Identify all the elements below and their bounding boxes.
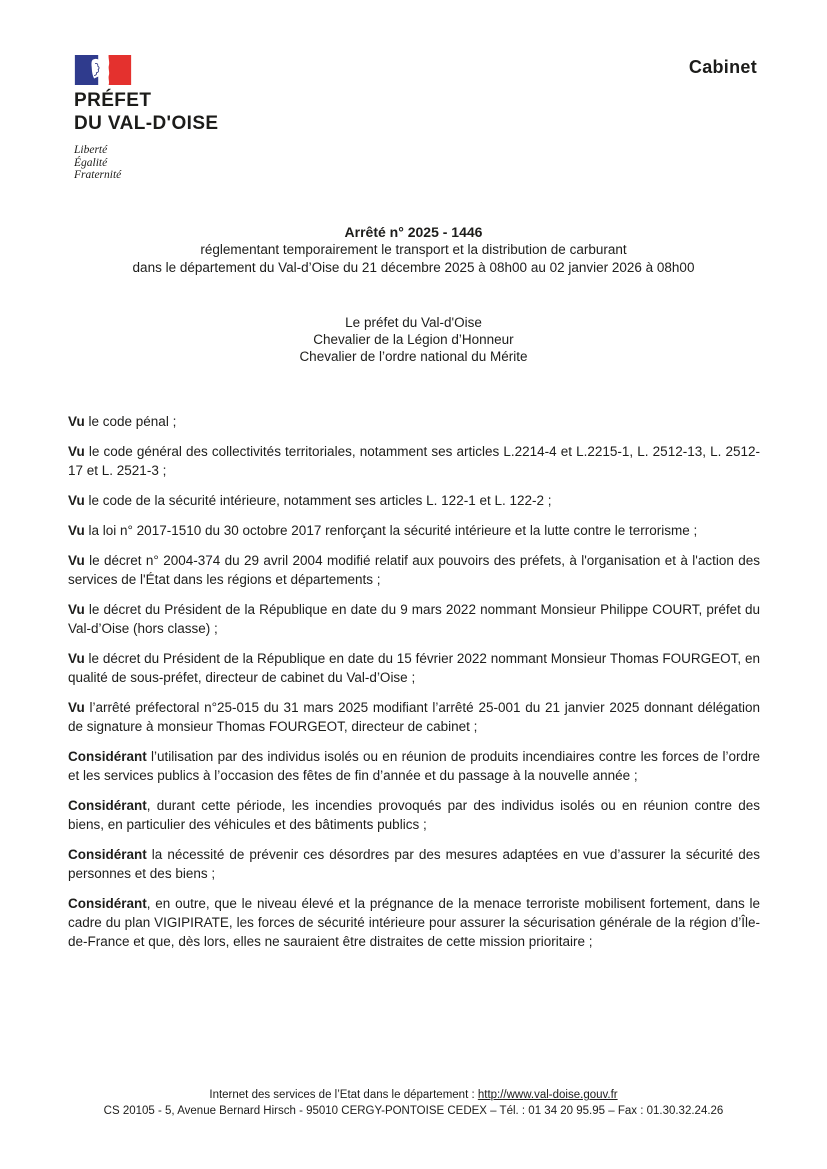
considerant-clause-1: [68, 747, 760, 785]
institution-name: [74, 89, 374, 135]
decree-number: Arrêté n° 2025 - 1446: [344, 224, 483, 240]
authority-title: Le préfet du Val-d'Oise: [345, 315, 482, 330]
republic-motto: [74, 144, 374, 182]
clause-text: l’arrêté préfectoral n°25-015 du 31 mars 2025 modifiant l’arrêté 25-001 du 21 janvier 2025 donnant délégation de signature à monsieur Thomas FOURGEOT, directeur de cabinet ;: [68, 700, 760, 734]
clause-text: le décret n° 2004-374 du 29 avril 2004 modifié relatif aux pouvoirs des préfets, à l'organisation et à l'action des services de l'État dans les régions et départements ;: [68, 553, 760, 587]
decree-subtitle-line-2: dans le département du Val-d’Oise du 21 décembre 2025 à 08h00 au 02 janvier 2026 à 08h00: [132, 260, 695, 275]
vu-clause-3: [68, 491, 760, 510]
considerant-clause-3: [68, 845, 760, 883]
vu-clause-6: [68, 600, 760, 638]
clause-lead: Considérant: [68, 896, 147, 911]
footer-url-link[interactable]: http://www.val-doise.gouv.fr: [477, 1089, 618, 1101]
clause-lead: Vu: [68, 553, 85, 568]
clause-lead: Vu: [68, 651, 85, 666]
clause-lead: Vu: [68, 414, 85, 429]
institution-line-2: DU VAL-D'OISE: [74, 113, 219, 134]
clause-lead: Vu: [68, 700, 85, 715]
footer-internet-prefix: Internet des services de l’Etat dans le département :: [209, 1089, 478, 1101]
issuing-service-label: Cabinet: [688, 57, 757, 77]
motto-liberte: Liberté: [74, 144, 108, 156]
decree-title-block: [60, 223, 767, 277]
clause-text: le décret du Président de la République en date du 15 février 2022 nommant Monsieur Thomas FOURGEOT, en qualité de sous-préfet, directeur de cabinet du Val-d’Oise ;: [68, 651, 760, 685]
decree-body: [68, 412, 760, 962]
vu-clause-1: [68, 412, 760, 431]
clause-lead: Considérant: [68, 847, 147, 862]
signing-authority-block: [60, 314, 767, 365]
clause-text: le décret du Président de la République en date du 9 mars 2022 nommant Monsieur Philippe COURT, préfet du Val-d’Oise (hors classe) ;: [68, 602, 760, 636]
motto-egalite: Égalité: [74, 156, 108, 169]
considerant-clause-4: [68, 894, 760, 951]
vu-clause-5: [68, 551, 760, 589]
clause-text: le code général des collectivités territoriales, notamment ses articles L.2214-4 et L.2215-1, L. 2512-13, L. 2512-17 et L. 2521-3 ;: [68, 444, 760, 478]
clause-text: , en outre, que le niveau élevé et la prégnance de la menace terroriste mobilisent fortement, dans le cadre du plan VIGIPIRATE, les forces de sécurité intérieure pour assurer la sécurisation générale de la région d’Île-de-France et que, dès lors, elles ne sauraient être distraites de cette mission prioritaire ;: [68, 896, 760, 949]
clause-text: le code de la sécurité intérieure, notamment ses articles L. 122-1 et L. 122-2 ;: [84, 493, 552, 508]
footer-address-line: CS 20105 - 5, Avenue Bernard Hirsch - 95010 CERGY-PONTOISE CEDEX – Tél. : 01 34 20 95.95 – Fax : 01.30.32.24.26: [103, 1104, 724, 1117]
clause-lead: Vu: [68, 602, 85, 617]
clause-text: le code pénal ;: [84, 414, 177, 429]
authority-honor-1: Chevalier de la Légion d’Honneur: [313, 332, 514, 347]
french-flag-marianne-icon: [74, 55, 132, 85]
prefecture-logo-block: [74, 55, 374, 182]
vu-clause-2: [68, 442, 760, 480]
considerant-clause-2: [68, 796, 760, 834]
institution-line-1: PRÉFET: [74, 90, 152, 111]
clause-lead: Vu: [68, 523, 85, 538]
document-footer: [30, 1088, 797, 1119]
clause-lead: Vu: [68, 493, 85, 508]
clause-lead: Considérant: [68, 749, 147, 764]
decree-subtitle-line-1: réglementant temporairement le transport et la distribution de carburant: [200, 242, 627, 257]
motto-fraternite: Fraternité: [74, 169, 122, 181]
vu-clause-8: [68, 698, 760, 736]
clause-text: l’utilisation par des individus isolés ou en réunion de produits incendiaires contre les forces de l’ordre et les services publics à l’occasion des fêtes de fin d’année et du passage à la nouvelle année ;: [68, 749, 760, 783]
vu-clause-7: [68, 649, 760, 687]
clause-text: la nécessité de prévenir ces désordres par des mesures adaptées en vue d’assurer la sécurité des personnes et des biens ;: [68, 847, 760, 881]
clause-lead: Vu: [68, 444, 85, 459]
clause-lead: Considérant: [68, 798, 147, 813]
clause-text: , durant cette période, les incendies provoqués par des individus isolés ou en réunion contre des biens, en particulier des véhicules et des bâtiments publics ;: [68, 798, 760, 832]
vu-clause-4: [68, 521, 760, 540]
footer-internet-line: [30, 1088, 797, 1104]
authority-honor-2: Chevalier de l’ordre national du Mérite: [299, 349, 528, 364]
clause-text: la loi n° 2017-1510 du 30 octobre 2017 renforçant la sécurité intérieure et la lutte contre le terrorisme ;: [84, 523, 698, 538]
